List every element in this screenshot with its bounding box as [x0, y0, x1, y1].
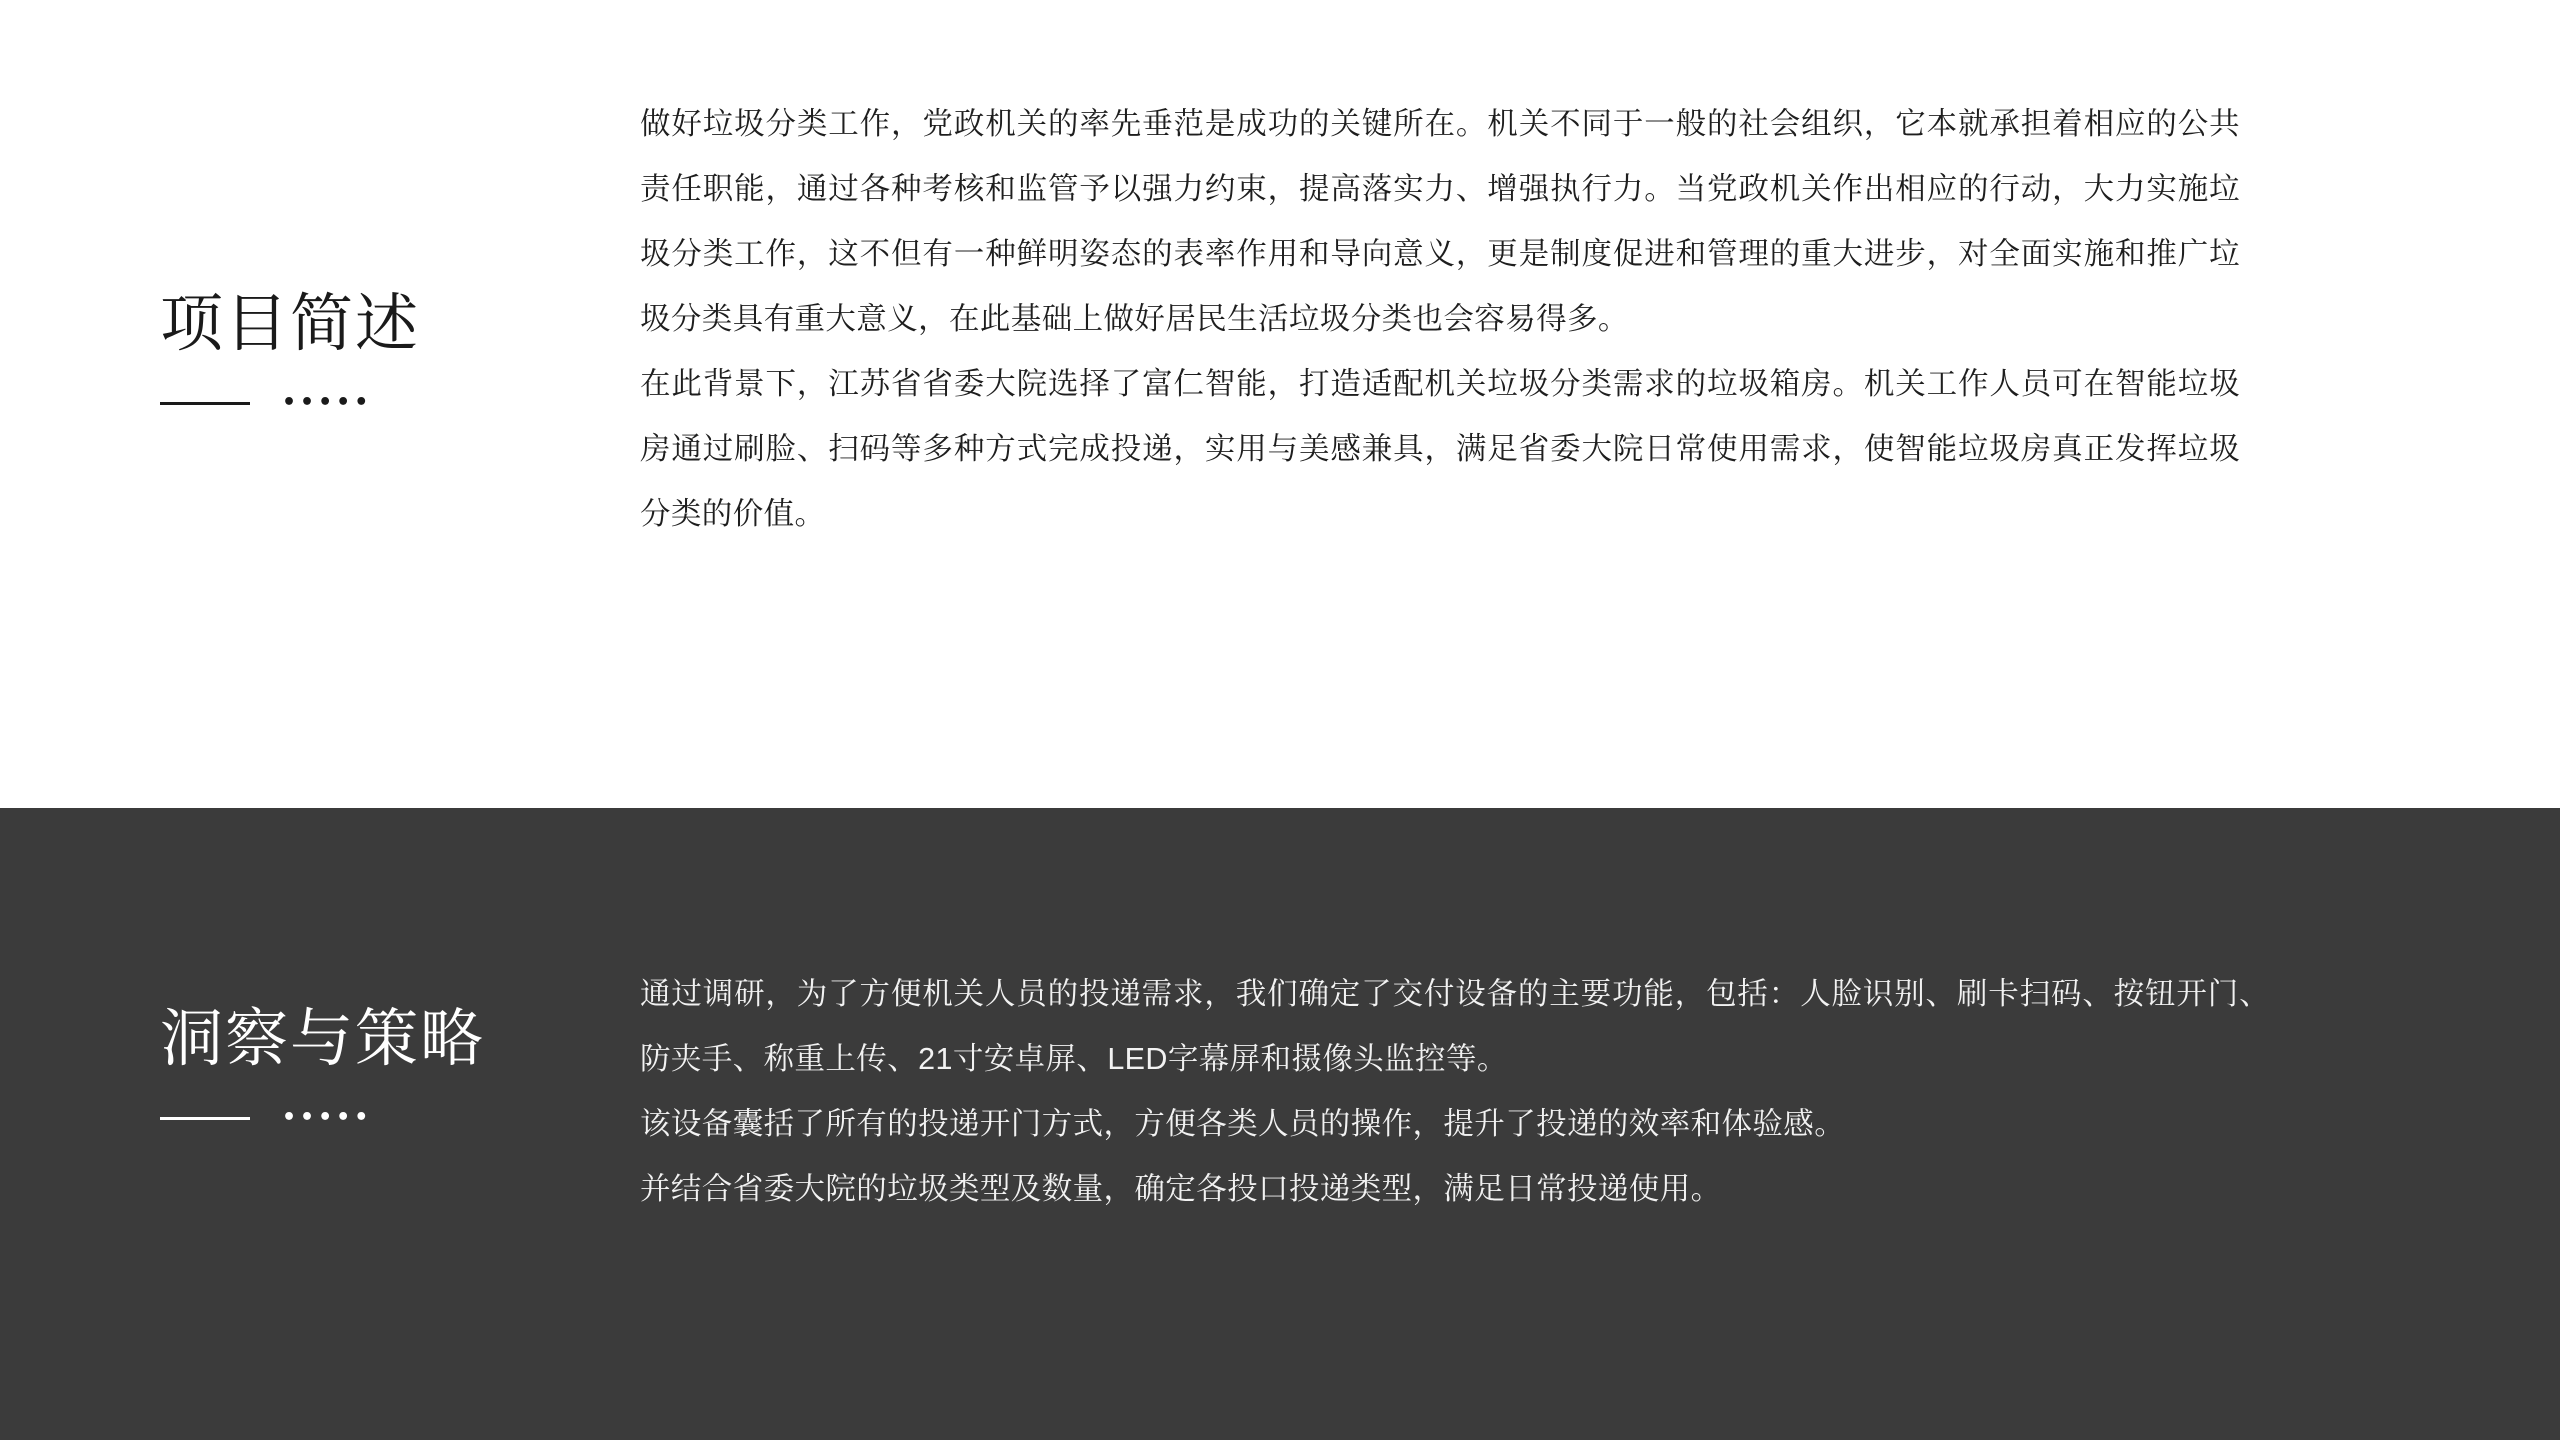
paragraph: 该设备囊括了所有的投递开门方式，方便各类人员的操作，提升了投递的效率和体验感。 — [640, 1107, 1846, 1141]
paragraph: 做好垃圾分类工作，党政机关的率先垂范是成功的关键所在。机关不同于一般的社会组织，它本就承担着相应的公共责任职能，通过各种考核和监管予以强力约束，提高落实力、增强执行力。当党政机关作出相应的行动，大力实施垃圾分类工作，这不但有一种鲜明姿态的表率作用和导向意义，更是制度促进和管理的重大进步，对全面实施和推广垃圾分类具有重大意义，在此基础上做好居民生活垃圾分类也会容易得多。 — [640, 107, 2240, 336]
paragraph: 并结合省委大院的垃圾类型及数量，确定各投口投递类型，满足日常投递使用。 — [640, 1172, 1722, 1206]
divider-dots-icon: ••••• — [282, 390, 373, 416]
insight-body — [640, 962, 2270, 1222]
project-overview-heading-block — [160, 289, 420, 416]
heading-divider — [160, 390, 420, 416]
divider-line-icon — [160, 402, 250, 405]
paragraph: 通过调研，为了方便机关人员的投递需求，我们确定了交付设备的主要功能，包括：人脸识别、刷卡扫码、按钮开门、防夹手、称重上传、21寸安卓屏、LED字幕屏和摄像头监控等。 — [640, 977, 2270, 1076]
divider-line-icon — [160, 1117, 250, 1120]
page-title: 项目简述 — [160, 289, 420, 359]
project-overview-body — [640, 92, 2240, 547]
section-title: 洞察与策略 — [160, 1004, 485, 1074]
insight-heading-block — [160, 1004, 485, 1131]
heading-divider — [160, 1105, 485, 1131]
paragraph: 在此背景下，江苏省省委大院选择了富仁智能，打造适配机关垃圾分类需求的垃圾箱房。机关工作人员可在智能垃圾房通过刷脸、扫码等多种方式完成投递，实用与美感兼具，满足省委大院日常使用需求，使智能垃圾房真正发挥垃圾分类的价值。 — [640, 367, 2240, 531]
divider-dots-icon: ••••• — [282, 1105, 373, 1131]
